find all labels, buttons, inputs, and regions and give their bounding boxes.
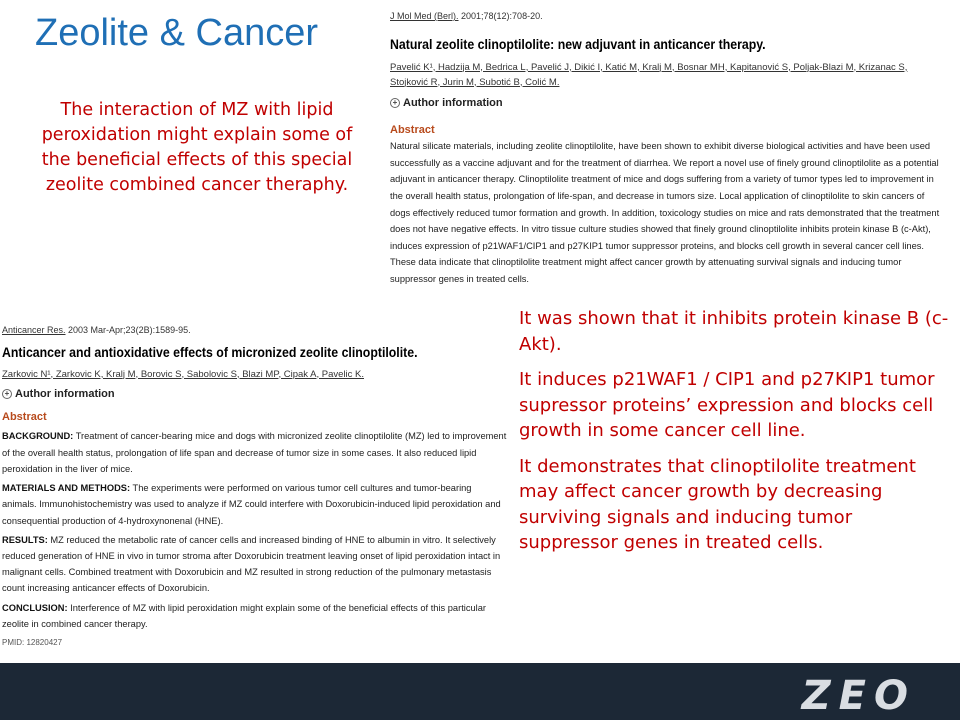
section-text: MZ reduced the metabolic rate of cancer cells and increased binding of HNE to albumin in vitro. It selectively reduced generation of HNE in vivo in tumor stroma after Doxorubicin treatment leaving onset of lipid peroxidation intact in malignant cells. Combined treatment with Doxorubicin and MZ resulted in strong reduction of the pulmonary metastasis count increasing anticancer effects of Doxorubicin. [2,534,501,594]
section-text: Treatment of cancer-bearing mice and dogs with micronized zeolite clinoptilolite (MZ) led to improvement of the overall health status, prolongation of life span and decrease of tumor size in some cases. It also reduced lipid peroxidation in the liver of mice. [2,431,507,474]
pubmed-abstract-1 [390,8,945,288]
footer-bar [0,663,960,720]
abstract-conclusion [2,600,507,632]
abstract-heading: Abstract [390,123,435,136]
intro-text: The interaction of MZ with lipid peroxidation might explain some of the beneficial effects of this special zeolite combined cancer theraphy. [41,100,353,195]
expand-plus-icon: + [2,389,12,399]
journal-link[interactable]: Anticancer Res. [2,325,66,335]
abstract-heading: Abstract [2,411,47,424]
author-information-toggle[interactable] [390,95,945,111]
abstract-text: Natural silicate materials, including zeolite clinoptilolite, have been shown to exhibit diverse biological activities and have been used successfully as a vaccine adjuvant and for the treatment of diarrhea. We report a novel use of finely ground clinoptilolite as a potential adjuvant in anticancer therapy. Clinoptilolite treatment of mice and dogs suffering from a variety of tumor types led to improvement in the overall health status, prolongation of life-span, and decrease in tumors size. Local application of clinoptilolite to skin cancers of dogs effectively reduced tumor formation and growth. In addition, toxicology studies on mice and rats demonstrated that the treatment does not have negative effects. In vitro tissue culture studies showed that finely ground clinoptilolite inhibits protein kinase B (c-Akt), induces expression of p21WAF1/CIP1 and p27KIP1 tumor suppressor proteins, and blocks cell growth in several cancer cell lines. These data indicate that clinoptilolite treatment might affect cancer growth by attenuating survival signals and inducing tumor suppressor genes in treated cells. [390,141,940,284]
article-title: Natural zeolite clinoptilolite: new adjuvant in anticancer therapy. [390,36,766,53]
expand-plus-icon: + [390,98,400,108]
journal-citation [2,322,507,338]
author-list[interactable]: Pavelić K¹, Hadzija M, Bedrica L, Pavelić J, Dikić I, Katić M, Kralj M, Bosnar MH, Kapitanović S, Poljak-Blazi M, Krizanac S, Stojković R, Jurin M, Subotić B, Colić M. [390,61,908,88]
author-list[interactable]: Zarkovic N¹, Zarkovic K, Kralj M, Borovic S, Sabolovic S, Blazi MP, Cipak A, Pavelic K. [2,368,364,380]
key-point: It induces p21WAF1 / CIP1 and p27KIP1 tumor supressor proteins’ expression and blocks cell growth in some cancer cell line. [519,369,935,441]
abstract-methods [2,480,507,529]
zeo-logo: ZEO [801,673,916,719]
journal-details: 2003 Mar-Apr;23(2B):1589-95. [65,325,191,335]
section-text: Interference of MZ with lipid peroxidation might explain some of the beneficial effects of this particular zeolite in combined cancer therapy. [2,602,486,629]
author-information-label: Author information [403,96,503,109]
slide-title: Zeolite & Cancer [35,12,319,54]
pubmed-abstract-2 [2,322,507,651]
section-label: MATERIALS AND METHODS: [2,483,131,494]
journal-link[interactable]: J Mol Med (Berl). [390,11,459,21]
journal-details: 2001;78(12):708-20. [458,11,543,21]
key-point: It demonstrates that clinoptilolite treatment may affect cancer growth by decreasing surviving signals and inducing tumor suppressor genes in treated cells. [519,455,916,553]
abstract-background [2,428,507,477]
key-points [519,306,949,566]
section-label: RESULTS: [2,534,48,545]
article-title: Anticancer and antioxidative effects of micronized zeolite clinoptilolite. [2,344,418,361]
author-information-label: Author information [15,387,115,400]
section-label: BACKGROUND: [2,431,74,442]
author-information-toggle[interactable] [2,386,507,402]
pmid: PMID: 12820427 [2,637,63,647]
abstract-results [2,532,507,597]
journal-citation [390,8,945,24]
section-text: The experiments were performed on various tumor cell cultures and tumor-bearing animals. Immunohistochemistry was used to analyze if MZ could interfere with Doxorubicin-induced lipid peroxidation and consequential production of 4-hydroxynonenal (HNE). [2,483,501,526]
key-point: It was shown that it inhibits protein kinase B (c-Akt). [519,308,949,355]
section-label: CONCLUSION: [2,602,68,613]
